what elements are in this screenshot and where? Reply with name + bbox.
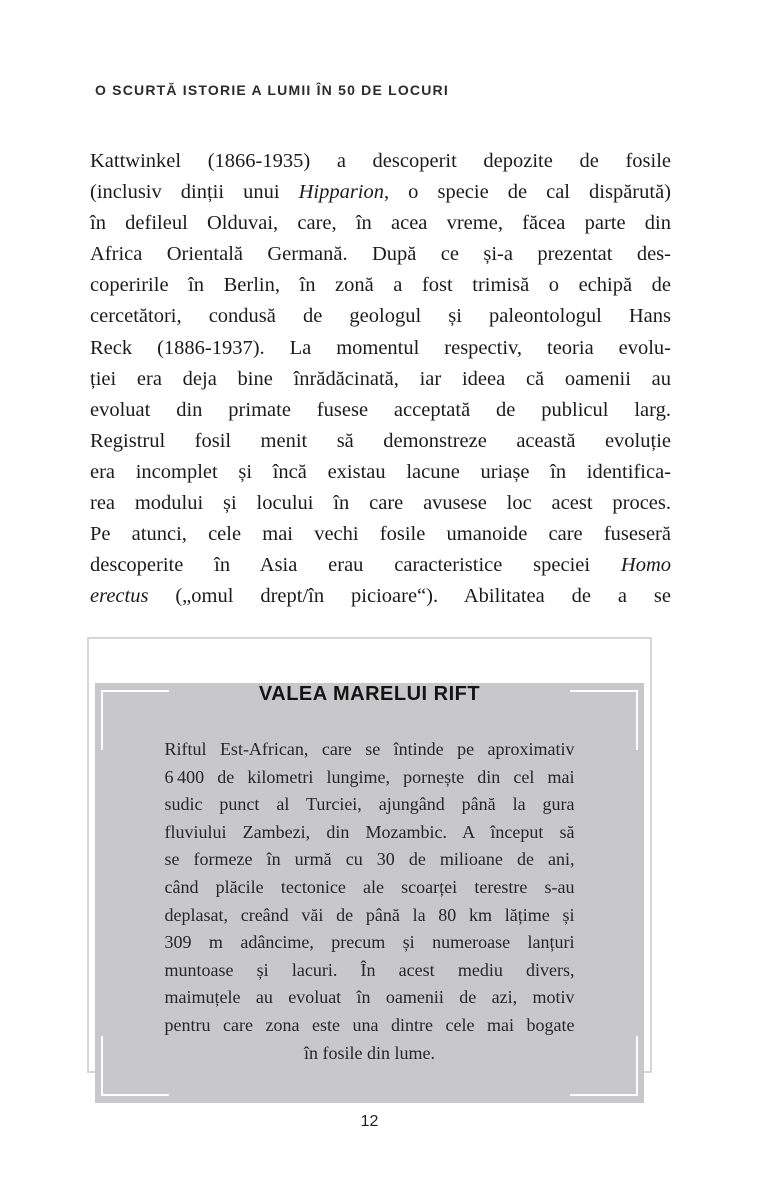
- body-line: coperirile în Berlin, în zonă a fost trimisă o echipă de: [90, 274, 671, 297]
- body-line: evoluat din primate fusese acceptată de publicul larg.: [90, 398, 671, 421]
- body-line: erectus („omul drept/în picioare“). Abilitatea de a se: [90, 585, 671, 608]
- body-line: era incomplet și încă existau lacune uriașe în identifica-: [90, 460, 671, 483]
- body-line: Registrul fosil menit să demonstreze această evoluție: [90, 429, 671, 452]
- corner-bracket-top-left-icon: [101, 690, 169, 750]
- infobox-line: maimuțele au evoluat în oamenii de azi, motiv: [164, 987, 575, 1008]
- infobox-line: Riftul Est-African, care se întinde pe aproximativ: [164, 739, 575, 759]
- body-line: cercetători, condusă de geologul și paleontologul Hans: [90, 305, 671, 328]
- infobox-line: în fosile din lume.: [304, 1042, 435, 1063]
- body-line: Africa Orientală Germană. După ce și-a prezentat des-: [90, 243, 671, 266]
- infobox: [95, 683, 644, 1103]
- infobox-line: 6 400 de kilometri lungime, pornește din cel mai: [164, 766, 575, 787]
- infobox-line: pentru care zona este una dintre cele mai bogate: [164, 1014, 575, 1035]
- corner-bracket-bottom-left-icon: [101, 1036, 169, 1096]
- infobox-line: 309 m adâncime, precum și numeroase lanțuri: [164, 932, 575, 953]
- body-line: Reck (1886-1937). La momentul respectiv, teoria evolu-: [90, 336, 671, 359]
- infobox-text: [165, 736, 575, 1067]
- infobox-line: sudic punct al Turciei, ajungând până la gura: [164, 794, 575, 815]
- page-number: 12: [360, 1113, 379, 1130]
- body-line: rea modului și locului în care avusese loc acest proces.: [90, 492, 671, 515]
- infobox-line: deplasat, creând văi de până la 80 km lățime și: [164, 904, 575, 925]
- body-line: Pe atunci, cele mai vechi fosile umanoide care fuseseră: [90, 523, 671, 546]
- body-paragraph: [90, 146, 671, 612]
- body-line: descoperite în Asia erau caracteristice speciei Homo: [90, 554, 671, 577]
- body-line: ției era deja bine înrădăcinată, iar ideea că oamenii au: [90, 367, 671, 390]
- corner-bracket-bottom-right-icon: [570, 1036, 638, 1096]
- body-line: Kattwinkel (1866-1935) a descoperit depozite de fosile: [90, 150, 671, 172]
- infobox-frame: [87, 637, 652, 1073]
- infobox-line: muntoase și lacuri. În acest mediu divers,: [164, 959, 575, 980]
- infobox-line: fluviului Zambezi, din Mozambic. A început să: [164, 821, 575, 842]
- body-line: (inclusiv dinții unui Hipparion, o specie de cal dispărută): [90, 181, 671, 204]
- infobox-title: VALEA MARELUI RIFT: [258, 683, 481, 705]
- infobox-line: când plăcile tectonice ale scoarței terestre s-au: [164, 876, 575, 897]
- running-header: O SCURTĂ ISTORIE A LUMII ÎN 50 DE LOCURI: [95, 82, 449, 98]
- corner-bracket-top-right-icon: [570, 690, 638, 750]
- infobox-line: se formeze în urmă cu 30 de milioane de ani,: [164, 849, 575, 870]
- body-line: în defileul Olduvai, care, în acea vreme, făcea parte din: [90, 212, 671, 235]
